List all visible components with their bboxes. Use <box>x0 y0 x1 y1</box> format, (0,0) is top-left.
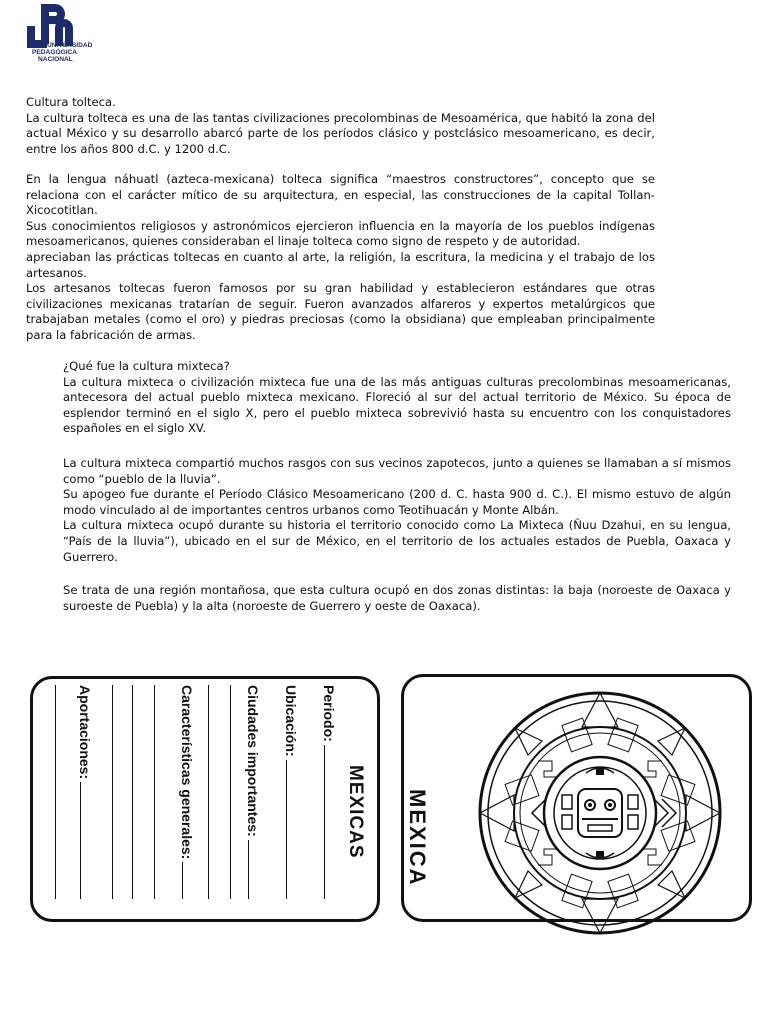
answer-line[interactable] <box>230 685 231 899</box>
mixteca-title: ¿Qué fue la cultura mixteca? <box>63 359 230 373</box>
field-aportaciones-label: Aportaciones: <box>77 685 93 780</box>
mixteca-paragraph-1: La cultura mixteca o civilización mixteca fue una de las más antiguas culturas precolombinas mesoamericanas, antecesora del actual pueblo mixteca mexicano. Floreció al sur del actual territorio de México. Su época de esplendor terminó en el siglo X, pero el pueblo mixteca sobrevivió hasta su encuentro con los conquistadores españoles en el siglo XV. <box>63 374 731 436</box>
mixteca-paragraph-4: La cultura mixteca ocupó durante su historia el territorio conocido como La Mixteca (Ñuu Dzahui, en su lengua, “País de la lluvia”), ubicado en el sur de México, en el territorio de los actuales estados de Puebla, Oaxaca y Guerrero. <box>63 518 731 564</box>
logo-line-2: PEDAGÓGICA <box>32 49 78 56</box>
answer-line[interactable] <box>55 685 56 899</box>
field-caracteristicas-label: Características generales: <box>179 685 195 860</box>
tolteca-title-paragraph <box>26 95 655 157</box>
answer-line[interactable] <box>132 685 133 899</box>
field-ubicacion-label: Ubicación: <box>283 685 299 757</box>
mixteca-block-3 <box>63 583 731 614</box>
mixteca-block-1 <box>63 359 731 437</box>
field-ciudades-line[interactable] <box>248 840 249 899</box>
field-ciudades[interactable] <box>245 685 283 899</box>
field-periodo[interactable] <box>321 685 361 899</box>
mixteca-block-2 <box>63 456 731 565</box>
field-periodo-line[interactable] <box>324 745 325 899</box>
tolteca-title: Cultura tolteca. <box>26 95 116 109</box>
cover-title: MEXICA <box>405 789 430 887</box>
answer-line[interactable] <box>154 685 155 899</box>
field-aportaciones-line[interactable] <box>80 782 81 899</box>
worksheet-card-title: MEXICAS <box>345 765 366 859</box>
field-ubicacion[interactable] <box>283 685 321 899</box>
field-caracteristicas[interactable] <box>179 685 217 899</box>
field-ubicacion-line[interactable] <box>286 760 287 899</box>
tolteca-paragraph-1: La cultura tolteca es una de las tantas civilizaciones precolombinas de Mesoamérica, que habitó la zona del actual México y su desarrollo abarcó parte de los períodos clásico y postclásico mesoamericano, es decir, entre los años 800 d.C. y 1200 d.C. <box>26 110 655 156</box>
field-periodo-label: Periodo: <box>321 685 337 742</box>
tolteca-paragraph-2: En la lengua náhuatl (azteca-mexicana) tolteca significa “maestros constructores”, concepto que se relaciona con el carácter mítico de su arquitectura, en especial, las construcciones de la capital Tollan-Xicocotitlan. <box>26 172 655 218</box>
worksheet-card <box>30 676 380 922</box>
tolteca-paragraph-5: Los artesanos toltecas fueron famosos por su gran habilidad y establecieron estándares que otras civilizaciones mexicanas tratarían de seguir. Fueron avanzados alfareros y expertos metalúrgicos que trabajaban metales (como el oro) y piedras preciosas (como la obsidiana) que empleaban principalmente para la fabricación de armas. <box>26 281 655 342</box>
field-ciudades-label: Ciudades importantes: <box>245 685 261 837</box>
tolteca-paragraph-3: Sus conocimientos religiosos y astronómicos ejercieron influencia en la mayoría de los pueblos indígenas mesoamericanos, quienes consideraban el linaje tolteca como signo de respeto y de autoridad. <box>26 218 655 249</box>
logo-line-3: NACIONAL <box>38 56 73 63</box>
cover-card <box>401 674 752 922</box>
field-aportaciones[interactable] <box>77 685 115 899</box>
logo-line-1: UNIVERSIDAD <box>47 42 93 49</box>
mixteca-paragraph-5: Se trata de una región montañosa, que esta cultura ocupó en dos zonas distintas: la baja (noroeste de Oaxaca y suroeste de Puebla) y la alta (noroeste de Guerrero y oeste de Oaxaca). <box>63 583 731 613</box>
logo-wordmark <box>32 42 93 63</box>
mixteca-paragraph-3: Su apogeo fue durante el Período Clásico Mesoamericano (200 d. C. hasta 900 d. C.). El mismo estuvo de algún modo vinculado al de importantes centros urbanos como Teotihuacán y Monte Albán. <box>63 487 731 517</box>
tolteca-paragraph-4: apreciaban las prácticas toltecas en cuanto al arte, la religión, la escritura, la medicina y el trabajo de los artesanos. <box>26 249 655 280</box>
mixteca-paragraph-2: La cultura mixteca compartió muchos rasgos con sus vecinos zapotecos, junto a quienes se llamaban a sí mismos como “pueblo de la lluvia”. <box>63 456 731 486</box>
aztec-calendar-stone-icon <box>478 691 722 935</box>
tolteca-block-2 <box>26 172 655 344</box>
field-caracteristicas-line[interactable] <box>182 862 183 899</box>
